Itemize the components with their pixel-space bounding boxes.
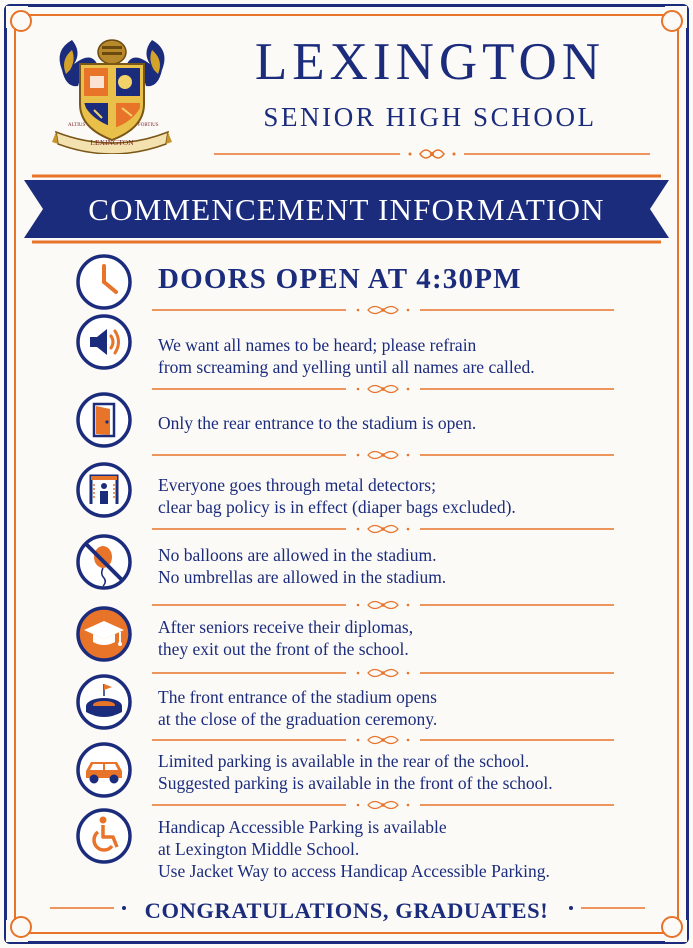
info-line: clear bag policy is in effect (diaper bags excluded). [158,497,516,517]
footer-rule-left [50,903,132,913]
speaker-icon [74,312,134,372]
info-line: Only the rear entrance to the stadium is open. [158,413,477,433]
corner-ornament [6,920,28,942]
info-line: at Lexington Middle School. [158,839,360,859]
row-divider [152,522,614,536]
car-icon [74,740,134,800]
info-line: Everyone goes through metal detectors; [158,475,436,495]
metal-detector-icon [74,460,134,520]
info-line: from screaming and yelling until all names are called. [158,357,535,377]
info-text [158,544,648,588]
clock-icon [74,252,134,312]
wheelchair-icon [74,806,134,866]
info-text [158,412,648,434]
info-text [158,616,648,660]
corner-ornament [6,6,28,28]
info-line: No umbrellas are allowed in the stadium. [158,567,447,587]
title-divider [214,146,650,162]
row-divider [152,666,614,680]
congratulations-text: CONGRATULATIONS, GRADUATES! [144,898,549,923]
school-name: LEXINGTON [254,33,606,91]
no-balloons-icon [74,532,134,592]
info-line: After seniors receive their diplomas, [158,617,414,637]
info-line: Limited parking is available in the rear of the school. [158,751,530,771]
info-line: Handicap Accessible Parking is available [158,817,447,837]
info-text [158,686,648,730]
info-line: The front entrance of the stadium opens [158,687,437,707]
stadium-icon [74,672,134,732]
info-line: they exit out the front of the school. [158,639,409,659]
crest-ribbon-text: LEXINGTON [90,138,134,147]
row-divider [152,303,614,317]
graduation-cap-icon [74,604,134,664]
crest-motto-left: ALTIUS [68,123,86,128]
info-text [158,750,648,794]
school-crest-logo [52,30,172,154]
school-subtitle: SENIOR HIGH SCHOOL [263,102,597,132]
info-line: Suggested parking is available in the front of the school. [158,773,553,793]
info-text [158,816,648,882]
doors-open-text: DOORS OPEN AT 4:30PM [158,263,522,295]
info-text [158,334,648,378]
info-line: No balloons are allowed in the stadium. [158,545,437,565]
row-divider [152,733,614,747]
row-divider [152,448,614,462]
info-text [158,474,648,518]
info-line: Use Jacket Way to access Handicap Accessible Parking. [158,861,550,881]
banner-title: COMMENCEMENT INFORMATION [88,192,605,227]
row-divider [152,382,614,396]
crest-motto-right: FORTIUS [138,123,159,128]
row-divider [152,798,614,812]
footer-rule-right [563,903,645,913]
corner-ornament [665,920,687,942]
row-divider [152,598,614,612]
info-line: at the close of the graduation ceremony. [158,709,438,729]
door-icon [74,390,134,450]
corner-ornament [665,6,687,28]
info-line: We want all names to be heard; please refrain [158,335,477,355]
